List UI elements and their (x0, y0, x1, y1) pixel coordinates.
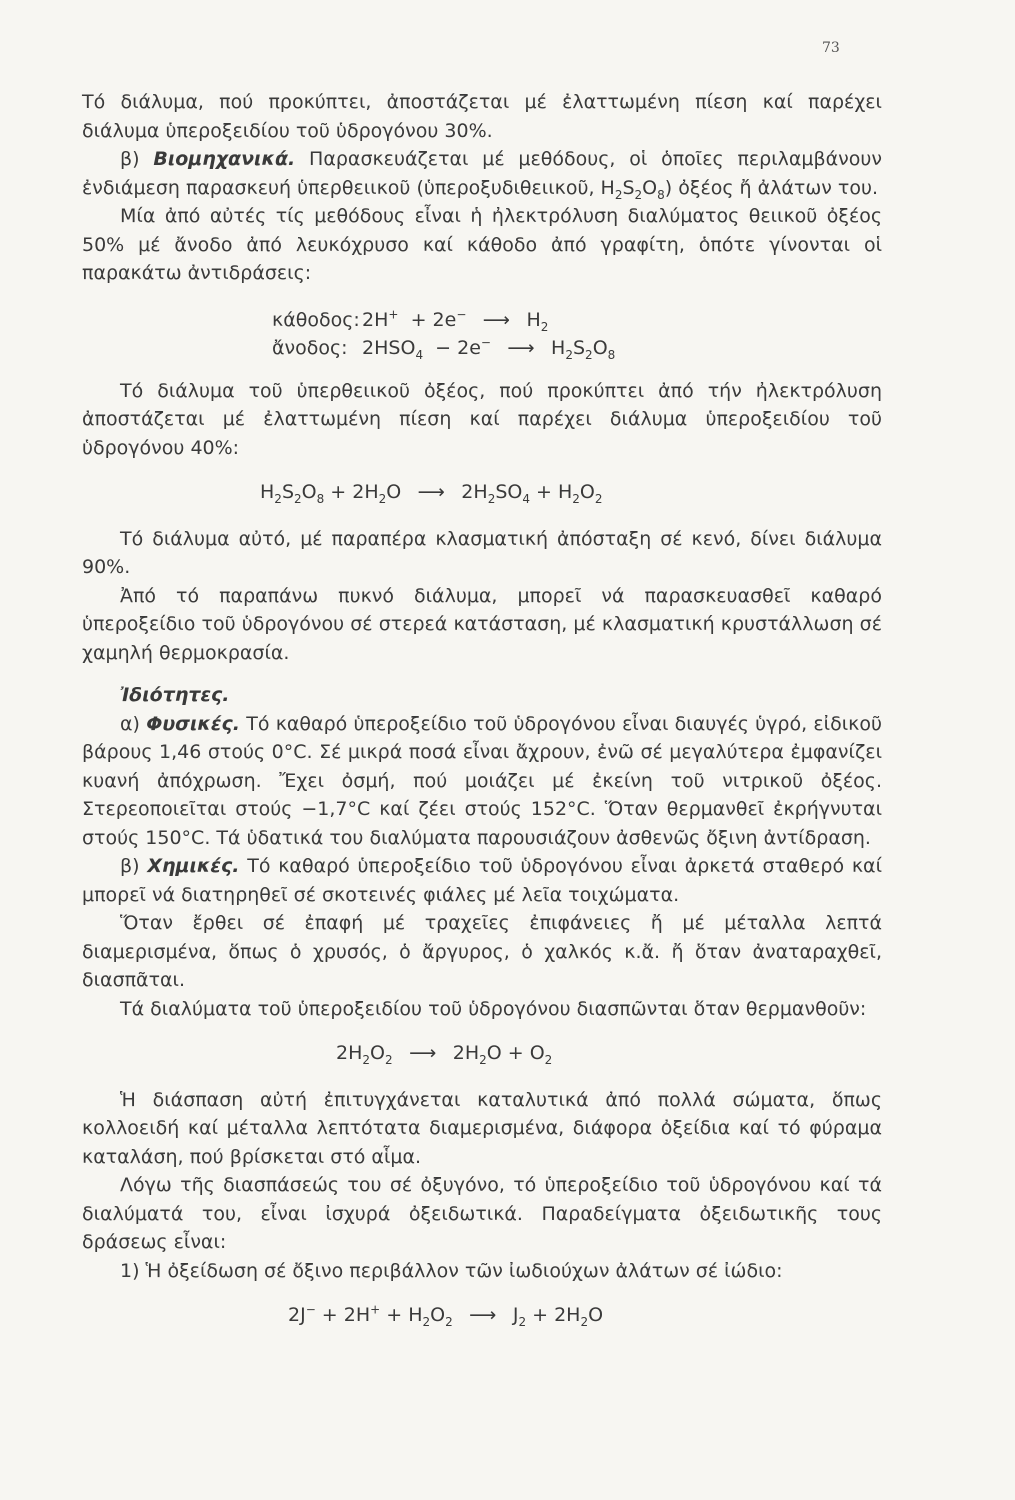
anode-label: ἄνοδος: (272, 337, 348, 359)
item-prefix: α) (120, 712, 140, 735)
industrial-text-b: ) ὀξέος ἤ ἀλάτων του. (664, 176, 879, 199)
paragraph-1: Τό διάλυμα, πού προκύπτει, ἀποστάζεται μέ ἐλαττωμένη πίεση καί παρέχει διάλυμα ὑπεροξειδίου τοῦ ὑδρογόνου 30%. (82, 91, 882, 142)
physical-text: Τό καθαρό ὑπεροξείδιο τοῦ ὑδρογόνου εἶναι διαυγές ὑγρό, εἰδικοῦ βάρους 1,46 στούς 0°C. Σέ μικρά ποσά εἶναι ἄχρουν, ἐνῶ σέ μεγαλύτερα ἐμφανίζει κυανή ἀπόχρωση. Ἔχει ὀσμή, πού μοιάζει μέ ἐκείνη τοῦ νιτρικοῦ ὀξέος. Στερεοποιεῖται στούς −1,7°C καί ζέει στούς 152°C. Ὅταν θερμανθεῖ ἐκρήγνυται στούς 150°C. Τά ὑδατικά του διαλύματα παρουσιάζουν ἀσθενῶς ὄξινη ἀντίδραση. (82, 712, 882, 849)
chemical-heading: Χημικές. (147, 855, 240, 877)
iodide-equation: $2J^- + 2H^+ + H_2O_2$ ⟶ $J_2 + 2H_2O$ (288, 1302, 604, 1329)
physical-heading: Φυσικές. (146, 712, 240, 735)
paragraph-solid: Ἀπό τό παραπάνω πυκνό διάλυμα, μπορεῖ νά παρασκευασθεῖ καθαρό ὑπεροξείδιο τοῦ ὑδρογόνου σέ στερεά κατάσταση, μέ κλασματική κρυστάλλωση σέ χαμηλή θερμοκρασία. (82, 584, 882, 664)
electrolysis-equations (272, 306, 882, 363)
paragraph-catalysis: Ἡ διάσπαση αὐτή ἐπιτυγχάνεται καταλυτικά ἀπό πολλά σώματα, ὅπως κολλοειδή καί μέταλλα λεπτότατα διαμερισμένα, διάφορα ὀξείδια καί τό φύραμα καταλάση, πού βρίσκεται στό αἷμα. (82, 1088, 882, 1168)
paragraph-chemical (82, 852, 882, 909)
paragraph-example-1: 1) Ἡ ὀξείδωση σέ ὄξινο περιβάλλον τῶν ἰωδιούχων ἀλάτων σέ ἰώδιο: (120, 1259, 783, 1282)
industrial-text-a: Παρασκευάζεται μέ μεθόδους, οἱ ὁποῖες περιλαμβάνουν ἐνδιάμεση παρασκευή ὑπερθειικοῦ (ὑπεροξυδιθειικοῦ, H (82, 148, 883, 199)
item-prefix: β) (120, 855, 140, 877)
properties-heading: Ἰδιότητες. (120, 684, 230, 706)
page-number: 73 (822, 40, 840, 56)
cathode-label: κάθοδος: (272, 308, 360, 331)
decomposition-equation: $2H_2O_2$ ⟶ $2H_2O + O_2$ (336, 1042, 553, 1067)
item-prefix: β) (120, 148, 140, 170)
anode-equation: ἄνοδος: $2HSO_4 - 2e^-$ ⟶ $H_2S_2O_8$ (272, 335, 616, 362)
hydrolysis-equation: $H_2S_2O_8 + 2H_2O$ ⟶ $2H_2SO_4 + H_2O_2$ (260, 481, 603, 506)
chemical-text: Τό καθαρό ὑπεροξείδιο τοῦ ὑδρογόνου εἶναι ἀρκετά σταθερό καί μπορεῖ νά διατηρηθεῖ σέ σκοτεινές φιάλες μέ λεῖα τοιχώματα. (82, 855, 883, 906)
industrial-heading: Βιομηχανικά. (153, 148, 296, 170)
text-column (82, 88, 882, 1330)
cathode-equation: κάθοδος: 2H+ + 2e− ⟶ $H_2$ (272, 307, 549, 334)
paragraph-oxidizing: Λόγω τῆς διασπάσεώς του σέ ὀξυγόνο, τό ὑπεροξείδιο τοῦ ὑδρογόνου καί τά διαλύματά του, εἶναι ἰσχυρά ὀξειδωτικά. Παραδείγματα ὀξειδωτικῆς τους δράσεως εἶναι: (82, 1174, 882, 1253)
paragraph-distillation: Τό διάλυμα τοῦ ὑπερθειικοῦ ὀξέος, πού προκύπτει ἀπό τήν ἠλεκτρόλυση ἀποστάζεται μέ ἐλαττωμένη πίεση καί παρέχει διάλυμα ὑπεροξειδίου τοῦ ὑδρογόνου 40%: (82, 379, 882, 459)
paragraph-industrial: β) Βιομηχανικά. Παρασκευάζεται μέ μεθόδους, οἱ ὁποῖες περιλαμβάνουν ἐνδιάμεση παρασκευή ὑπερθειικοῦ (ὑπεροξυδιθειικοῦ, $H_2S_2O_8$) ὀξέος ἤ ἀλάτων του. (82, 148, 883, 202)
paragraph-contact: Ὅταν ἔρθει σέ ἐπαφή μέ τραχεῖες ἐπιφάνειες ἤ μέ μέταλλα λεπτά διαμερισμένα, ὅπως ὁ χρυσός, ὁ ἄργυρος, ὁ χαλκός κ.ἄ. ἤ ὅταν ἀναταραχθεῖ, διασπᾶται. (82, 912, 882, 991)
paragraph-method: Μία ἀπό αὐτές τίς μεθόδους εἶναι ἡ ἠλεκτρόλυση διαλύματος θειικοῦ ὀξέος 50% μέ ἄνοδο ἀπό λευκόχρυσο καί κάθοδο ἀπό γραφίτη, ὁπότε γίνονται οἱ παρακάτω ἀντιδράσεις: (82, 205, 882, 284)
paragraph-90-percent: Τό διάλυμα αὐτό, μέ παραπέρα κλασματική ἀπόσταξη σέ κενό, δίνει διάλυμα 90%. (82, 527, 882, 578)
paragraph-physical (82, 710, 882, 853)
paragraph-heat: Τά διαλύματα τοῦ ὑπεροξειδίου τοῦ ὑδρογόνου διασπῶνται ὅταν θερμανθοῦν: (120, 997, 867, 1020)
